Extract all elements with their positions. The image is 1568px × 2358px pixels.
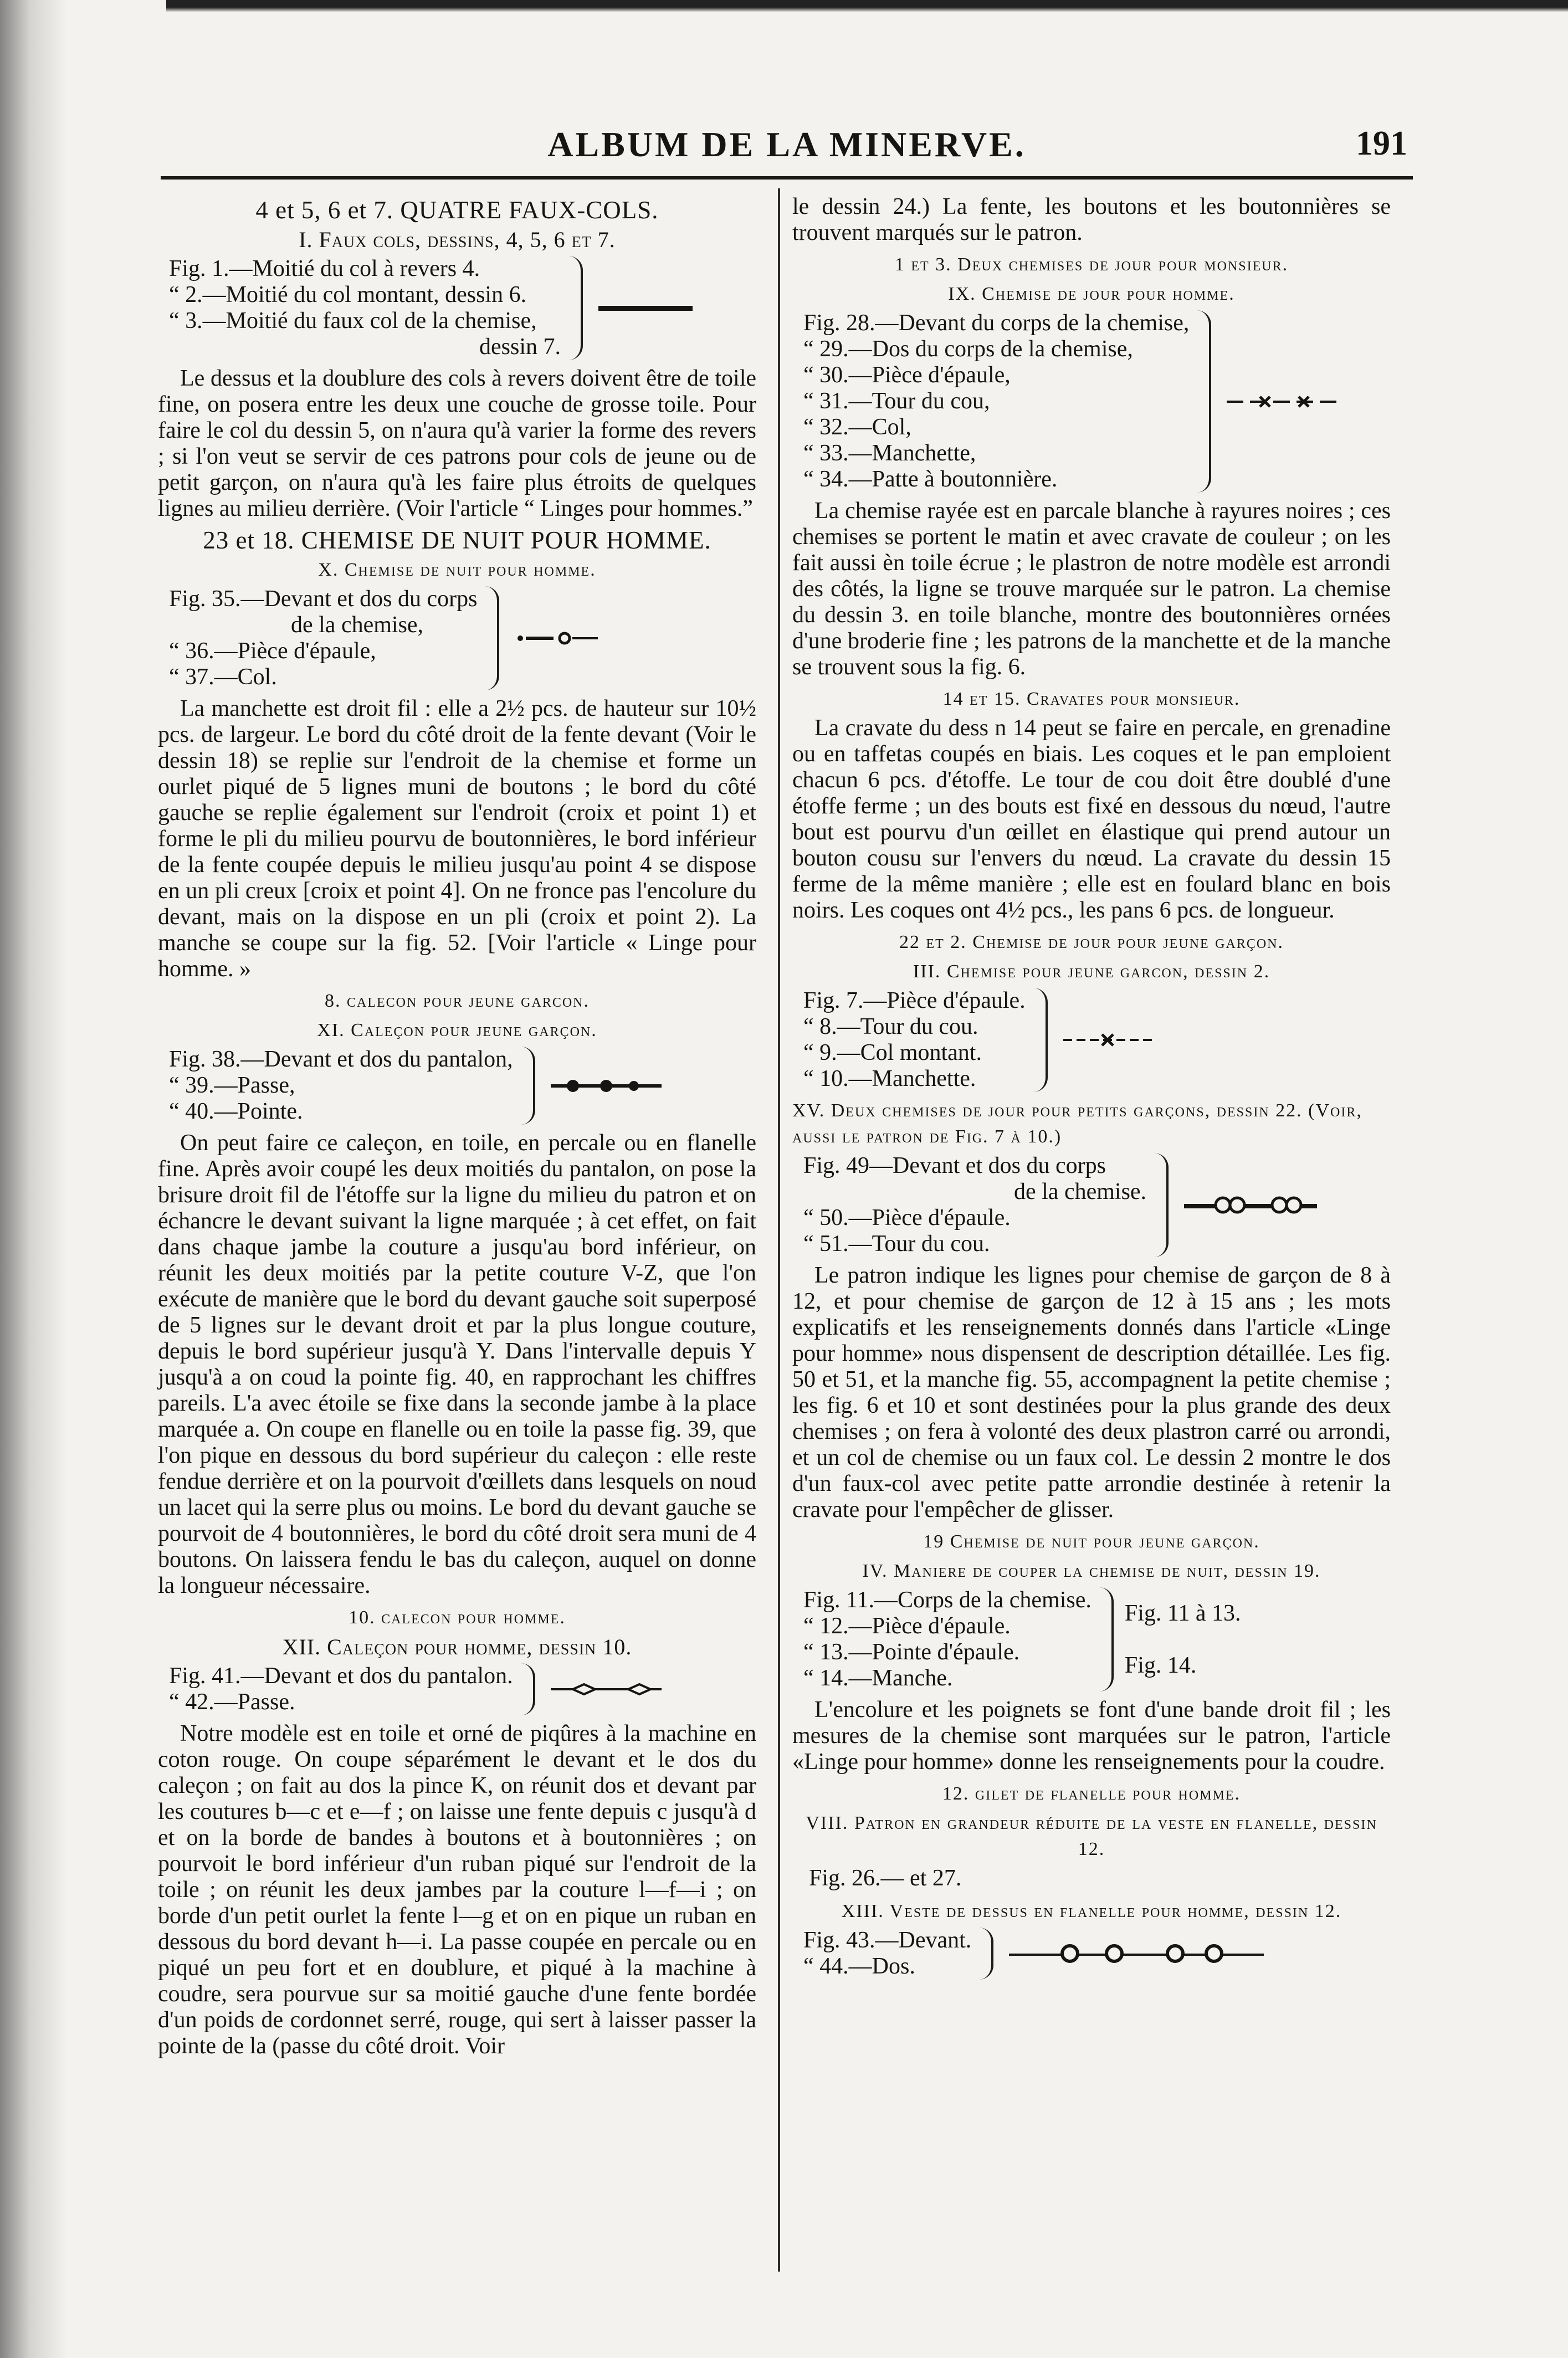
figure-line: Fig. 35.—Devant et dos du corps [169, 586, 478, 612]
paragraph: Notre modèle est en toile et orné de piqûres à la machine en coton rouge. On coupe séparément le devant et le dos du caleçon ; on fait au dos la pince K, on réunit dos et devant par les coutures b—c et e—f ; on laisse une fente depuis c jusqu'à d et on la borde de bandes à boutons et à boutonnières ; on pourvoit le bord inférieur d'un ruban piqué sur l'endroit de la toile ; on réunit les deux jambes par la couture l—f—i ; on borde d'un petit ourlet la fente l—g et on en pique un ruban en dessous du bord devant h—i. La passe coupée en percale ou en piqué un peu fort et en doublure, et piqué à la machine à coudre, sera pourvue sur sa moitié gauche d'une fente bordée d'un poids de cordonnet serré, rouge, qui sert à laisser passer la pointe de la (passe du côté droit. Voir [158, 1721, 756, 2059]
figure-list [803, 310, 1391, 493]
pattern-line-loops-icon [1184, 1194, 1317, 1216]
figure-line: “ 12.—Pièce d'épaule. [803, 1613, 1011, 1639]
pattern-line-diamond-icon [551, 1681, 662, 1698]
figure-line: Fig. 7.—Pièce d'épaule. [803, 988, 1026, 1013]
figure-list [169, 1047, 756, 1125]
section-heading: 14 et 15. Cravates pour monsieur. [942, 689, 1241, 709]
figure-list [803, 1153, 1391, 1257]
section-heading: 4 et 5, 6 et 7. QUATRE FAUX-COLS. [255, 196, 659, 224]
section-heading: 8. calecon pour jeune garcon. [324, 991, 590, 1011]
pattern-line-solid-icon [598, 300, 693, 316]
figure-line: “ 42.—Passe. [169, 1689, 295, 1715]
brace [481, 586, 499, 690]
brace [1193, 310, 1211, 493]
pattern-line-beads-icon [551, 1077, 662, 1095]
brace [565, 256, 583, 360]
section-subheading: IV. Maniere de couper la chemise de nuit, dessin 19. [862, 1561, 1321, 1581]
figure-line: “ 10.—Manchette. [803, 1066, 976, 1091]
brace [1151, 1153, 1169, 1257]
figure-line: “ 8.—Tour du cou. [803, 1014, 978, 1039]
paragraph: L'encolure et les poignets se font d'une bande droit fil ; les mesures de la chemise sont marquées sur le patron, l'article «Linge pour homme» donne les renseignements pour la coudre. [792, 1697, 1391, 1775]
figure-references [1125, 1587, 1241, 1691]
figure-line: “ 39.—Passe, [169, 1073, 295, 1098]
figure-line: de la chemise. [1014, 1179, 1147, 1204]
figure-line: “ 29.—Dos du corps de la chemise, [803, 336, 1133, 362]
figure-line: “ 33.—Manchette, [803, 440, 976, 466]
section-heading: 19 Chemise de nuit pour jeune garçon. [923, 1531, 1260, 1552]
section-heading: 10. calecon pour homme. [349, 1607, 566, 1628]
figure-list [169, 1663, 756, 1715]
page-number: 191 [1356, 125, 1407, 162]
section-heading: 23 et 18. CHEMISE DE NUIT POUR HOMME. [203, 526, 711, 554]
pattern-line-crossed-icon [1063, 1032, 1152, 1048]
section-subheading: X. Chemise de nuit pour homme. [318, 560, 596, 580]
figure-line: Fig. 28.—Devant du corps de la chemise, [803, 310, 1190, 336]
paragraph: La chemise rayée est en parcale blanche à rayures noires ; ces chemises se portent le matin et avec cravate de couleur ; on les fait aussi èn toile écrue ; le plastron de notre modèle est arrondi des côtés, la ligne se trouve marquée sur le patron. La chemise du dessin 3. en toile blanche, montre des boutonnières ornées d'une broderie fine ; les patrons de la manchette et de la manche se trouvent sous la fig. 6. [792, 498, 1391, 680]
header-rule [161, 176, 1413, 180]
section-heading: 1 et 3. Deux chemises de jour pour monsieur. [894, 254, 1289, 275]
figure-line: Fig. 26.— et 27. [809, 1865, 962, 1891]
section-heading: 22 et 2. Chemise de jour pour jeune garçon. [899, 932, 1284, 952]
figure-line: Fig. 1.—Moitié du col à revers 4. [169, 256, 480, 281]
figure-list [803, 1928, 1391, 1980]
left-column [158, 194, 756, 2065]
figure-line: “ 13.—Pointe d'épaule. [803, 1639, 1020, 1665]
paragraph: On peut faire ce caleçon, en toile, en percale ou en flanelle fine. Après avoir coupé les deux moitiés du pantalon, on pose la brisure droit fil de l'étoffe sur la ligne du milieu du patron et on échancre le devant suivant la ligne marquée ; à cet effet, on fait dans chaque jambe la couture a jusqu'au bord inférieur, on réunit les deux moitiés par la petite couture V-Z, que l'on exécute de manière que le bord du devant gauche soit superposé de 5 lignes sur le devant droit et par la plus longue couture, depuis le bord supérieur jusqu'à Y. Dans l'intervalle depuis Y jusqu'à a on coud la pointe fig. 40, en rapprochant les chiffres pareils. L'a avec étoile se fixe dans la seconde jambe à la place marquée a. On coupe en flanelle ou en toile la passe fig. 39, que l'on pique en dessous du bord supérieur du caleçon : elle reste fendue derrière et on la pourvoit d'œillets dans lesquels on noud un lacet qui la serre plus ou moins. Le bord du devant gauche se pourvoit de 4 boutonnières, le bord du côté droit sera muni de 4 boutons. On laissera fendu le bas du caleçon, auquel on donne la longueur nécessaire. [158, 1130, 756, 1598]
figure-line: Fig. 41.—Devant et dos du pantalon. [169, 1663, 513, 1689]
page-edge-shadow [0, 0, 66, 2358]
figure-line: “ 36.—Pièce d'épaule, [169, 638, 376, 664]
figure-line: “ 31.—Tour du cou, [803, 388, 990, 414]
figure-line: “ 44.—Dos. [803, 1954, 915, 1979]
section-subheading: III. Chemise pour jeune garcon, dessin 2. [913, 961, 1270, 982]
running-title: ALBUM DE LA MINERVE. [547, 125, 1026, 164]
figure-line: “ 2.—Moitié du col montant, dessin 6. [169, 282, 527, 307]
pattern-line-rings-icon [1009, 1942, 1264, 1965]
figure-list [803, 988, 1391, 1092]
pattern-line-dot-dash-icon [515, 630, 603, 647]
brace [517, 1663, 535, 1715]
figure-line: Fig. 38.—Devant et dos du pantalon, [169, 1047, 513, 1072]
figure-line: Fig. 43.—Devant. [803, 1928, 972, 1953]
figure-line: dessin 7. [479, 334, 561, 360]
brace [1030, 988, 1048, 1092]
figure-line: “ 32.—Col, [803, 414, 911, 440]
figure-reference: Fig. 11 à 13. [1124, 1600, 1241, 1626]
section-heading: XIII. Veste de dessus en flanelle pour homme, dessin 12. [841, 1901, 1342, 1921]
figure-line: “ 9.—Col montant. [803, 1040, 982, 1065]
figure-line: “ 14.—Manche. [803, 1665, 953, 1691]
scan-top-border [166, 0, 1568, 12]
paragraph: La cravate du dess n 14 peut se faire en percale, en grenadine ou en taffetas coupés en biais. Les coques et le pan emploient chacun 6 pcs. d'étoffe. Le tour de cou doit être doublé d'une étoffe ferme ; un des bouts est fixé en dessous du nœud, l'autre bout est pourvu d'un œillet en élastique qui prend autour un bouton cousu sur l'envers du nœud. La cravate du dessin 15 ferme de la même manière ; elle est en foulard blanc en bois noirs. Les coques ont 4½ pcs., les pans 6 pcs. de longueur. [792, 715, 1391, 923]
figure-line: “ 30.—Pièce d'épaule, [803, 362, 1011, 388]
paragraph: Le dessus et la doublure des cols à revers doivent être de toile fine, on posera entre les deux une couche de grosse toile. Pour faire le col du dessin 5, on n'aura qu'à varier la forme des revers ; si l'on veut se servir de ces patrons pour cols de jeune ou de petit garçon, on n'aura qu'à les faire plus étroits de quelques lignes au milieu derrière. (Voir l'article “ Linges pour hommes.” [158, 366, 756, 521]
brace [517, 1047, 535, 1125]
figure-line: Fig. 49—Devant et dos du corps [803, 1153, 1106, 1178]
paragraph: La manchette est droit fil : elle a 2½ pcs. de hauteur sur 10½ pcs. de largeur. Le bord du côté droit de la fente devant (Voir le dessin 18) se replie sur l'endroit de la chemise et forme un ourlet piqué de 5 lignes muni de boutons ; le bord du côté gauche se replie également sur l'endroit (croix et point 1) et forme le pli du milieu pourvu de boutonnières, le bord inférieur de la fente coupée depuis le milieu jusqu'au point 4 se dispose en un pli creux [croix et point 4]. On ne fronce pas l'encolure du devant, mais on la dispose en un pli (croix et point 2). La manche se coupe sur la fig. 52. [Voir l'article « Linge pour homme. » [158, 696, 756, 982]
figure-reference: Fig. 14. [1124, 1652, 1197, 1678]
figure-line: “ 40.—Pointe. [169, 1099, 303, 1124]
section-subheading: XII. Caleçon pour homme, dessin 10. [282, 1634, 632, 1659]
pattern-line-cross-icon [1227, 393, 1338, 410]
figure-line: “ 37.—Col. [169, 664, 277, 690]
right-column [792, 194, 1391, 1985]
section-subheading: XI. Caleçon pour jeune garçon. [317, 1020, 597, 1040]
paragraph: Le patron indique les lignes pour chemise de garçon de 8 à 12, et pour chemise de garçon de 12 à 15 ans ; les mots explicatifs et les renseignements donnés dans l'article «Linge pour homme» nous dispensent de description détaillée. Les fig. 50 et 51, et la manche fig. 55, accompagnent la petite chemise ; les fig. 6 et 10 et sont destinées pour la plus grande des deux chemises ; on fera à volonté des deux plastron carré ou arrondi, et un col de chemise ou un faux col. Le dessin 2 montre le dos d'un faux-col avec petite patte arrondie destinée à retenir la cravate pour l'empêcher de glisser. [792, 1263, 1391, 1523]
figure-line: “ 50.—Pièce d'épaule. [803, 1205, 1011, 1231]
brace [1096, 1587, 1114, 1691]
section-subheading: I. Faux cols, dessins, 4, 5, 6 et 7. [299, 227, 616, 252]
figure-line: de la chemise, [291, 612, 424, 638]
section-subheading: IX. Chemise de jour pour homme. [948, 284, 1235, 304]
brace [976, 1928, 993, 1980]
figure-line: “ 34.—Patte à boutonnière. [803, 467, 1058, 492]
figure-line: “ 3.—Moitié du faux col de la chemise, [169, 308, 537, 334]
paragraph: le dessin 24.) La fente, les boutons et les boutonnières se trouvent marqués sur le patron. [792, 194, 1391, 245]
running-header [161, 116, 1413, 166]
section-subheading: VIII. Patron en grandeur réduite de la veste en flanelle, dessin 12. [806, 1813, 1377, 1859]
figure-line: “ 51.—Tour du cou. [803, 1231, 990, 1257]
section-heading: 12. gilet de flanelle pour homme. [942, 1783, 1241, 1804]
figure-list [803, 1587, 1391, 1691]
figure-line: Fig. 11.—Corps de la chemise. [803, 1587, 1092, 1613]
column-divider [778, 188, 780, 2272]
section-heading: XV. Deux chemises de jour pour petits garçons, dessin 22. (Voir, aussi le patron de Fig. 7 à 10.) [792, 1100, 1362, 1147]
figure-list [169, 256, 756, 360]
figure-list [169, 586, 756, 690]
